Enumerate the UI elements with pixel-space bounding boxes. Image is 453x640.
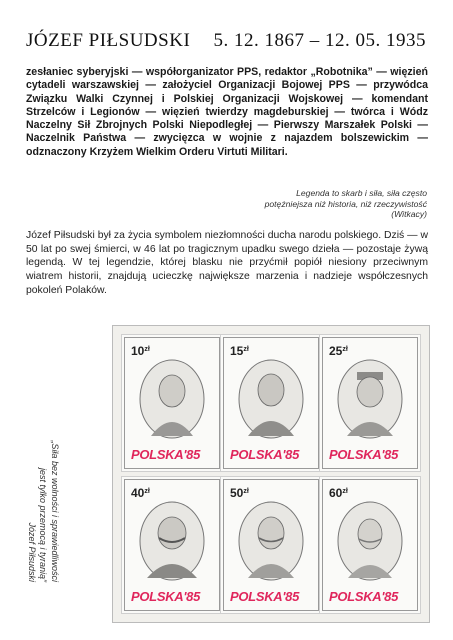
vertical-quote: [6, 342, 60, 582]
vertical-quote-line-1: „Siła bez wolności i sprawiedliwości: [50, 440, 60, 582]
person-name: JÓZEF PIŁSUDSKI: [26, 30, 191, 51]
stamp-15zl: [224, 338, 318, 468]
portrait-icon: [335, 500, 405, 582]
stamp-country: POLSKA'85: [230, 447, 300, 462]
quote-line-2: potężniejsza niż historia, niż rzeczywistość: [264, 198, 427, 209]
stamp-value: $60^{zł}$: [329, 486, 348, 500]
stamp-country: POLSKA'85: [131, 447, 201, 462]
stamp-25zl: [323, 338, 417, 468]
stamp-50zl: [224, 480, 318, 610]
witkacy-quote: [187, 188, 427, 220]
stamp-value: $50^{zł}$: [230, 486, 249, 500]
description-paragraph: Józef Piłsudski był za życia symbolem niezłomności ducha narodu polskiego. Dziś — w 50 lat po swej śmierci, w 46 lat po tragicznym upadku swego dzieła — pozostaje żywą legendą. W tej legendzie, której blasku nie przyćmił popiół niesiony przeciwnym wiatrem historii, znajdują ucieczkę największe marzenia i nadzieje współczesnych pokoleń Polaków.: [26, 230, 428, 296]
stamp-10zl: [125, 338, 219, 468]
vertical-quote-line-2: jest tylko przemocą i tyranią”: [38, 467, 49, 582]
stamp-country: POLSKA'85: [329, 447, 399, 462]
portrait-icon: [236, 358, 306, 440]
quote-author: (Witkacy): [391, 209, 427, 219]
biography-text: zesłaniec syberyjski — współorganizator PPS, redaktor „Robotnika” — więzień cytadeli warszawskiej — założyciel Organizacji Bojowej PPS — przywódca Związku Walki Czynnej i Polskiej Organizacji Wojskowej — komendant Strzelców i Legionów — więzień twierdzy magdeburskiej — twórca i Wódz Naczelny Sił Zbrojnych Polski Niepodległej — Pierwszy Marszałek Polski — Naczelnik Państwa — zwycięzca w wojnie z najazdem bolszewickim — odznaczony Krzyżem Wielkim Orderu Virtuti Militari.: [26, 66, 428, 158]
portrait-icon: [236, 500, 306, 582]
stamp-country: POLSKA'85: [131, 589, 201, 604]
portrait-icon: [137, 358, 207, 440]
stamp-40zl: [125, 480, 219, 610]
header: [26, 30, 426, 60]
stamp-value: $40^{zł}$: [131, 486, 150, 500]
vertical-quote-author: Józef Piłsudski: [27, 522, 37, 582]
portrait-icon: [335, 358, 405, 440]
quote-line-1: Legenda to skarb i siła, siła często: [296, 188, 427, 198]
stamp-sheet: [112, 325, 430, 623]
stamp-60zl: [323, 480, 417, 610]
stamp-value: $15^{zł}$: [230, 344, 249, 358]
stamp-value: $25^{zł}$: [329, 344, 348, 358]
life-dates: 5. 12. 1867 – 12. 05. 1935: [213, 30, 426, 51]
stamp-value: $10^{zł}$: [131, 344, 150, 358]
stamp-country: POLSKA'85: [329, 589, 399, 604]
portrait-icon: [137, 500, 207, 582]
stamp-country: POLSKA'85: [230, 589, 300, 604]
